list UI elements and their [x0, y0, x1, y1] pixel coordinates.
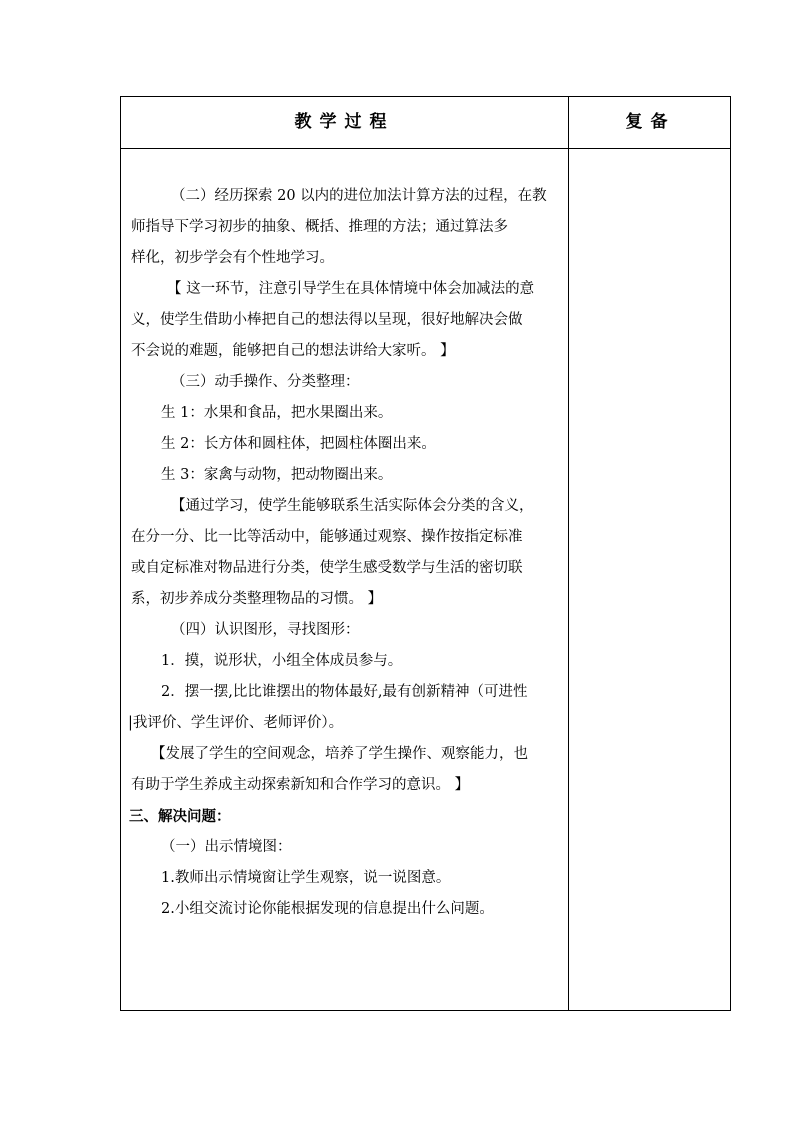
- teaching-content: [128, 181, 565, 925]
- content-line: 有助于学生养成主动探索新知和合作学习的意识。 】: [131, 777, 470, 793]
- content-line: 师指导下学习初步的抽象、概括、推理的方法；通过算法多: [131, 219, 508, 235]
- content-line: （一）出示情境图：: [161, 839, 292, 855]
- content-line: 不会说的难题，能够把自己的想法讲给大家听。 】: [131, 343, 455, 359]
- content-line: （三）动手操作、分类整理：: [171, 374, 360, 390]
- content-line: 义，使学生借助小棒把自己的想法得以呈现，很好地解决会做: [131, 312, 523, 328]
- column-divider: [568, 97, 569, 1010]
- content-line: 2．摆一摆,比比谁摆出的物体最好,最有创新精神（可进性: [161, 684, 528, 700]
- content-line: |我评价、学生评价、老师评价）。: [128, 715, 344, 731]
- lesson-table: [120, 96, 731, 1011]
- header-teaching-process: 教学过程: [294, 112, 395, 132]
- content-line: （四）认识图形，寻找图形：: [171, 622, 360, 638]
- content-line: 系，初步养成分类整理物品的习惯。 】: [131, 591, 383, 607]
- content-line: 【发展了学生的空间观念，培养了学生操作、观察能力，也: [151, 746, 528, 762]
- content-line: 1．摸，说形状，小组全体成员参与。: [161, 653, 403, 669]
- content-line: 1.教师出示情境窗让学生观察，说一说图意。: [161, 870, 451, 886]
- content-line: 生 1：水果和食品，把水果圈出来。: [161, 405, 393, 421]
- header-divider: [121, 148, 730, 149]
- header-review: 复备: [625, 112, 676, 132]
- content-line: 样化，初步学会有个性地学习。: [131, 250, 334, 266]
- content-line: 在分一分、比一比等活动中，能够通过观察、操作按指定标准: [131, 529, 523, 545]
- content-line: 【通过学习，使学生能够联系生活实际体会分类的含义，: [171, 498, 534, 514]
- content-line: 生 3：家禽与动物，把动物圈出来。: [161, 467, 393, 483]
- content-line: 【 这一环节，注意引导学生在具体情境中体会加减法的意: [167, 281, 535, 297]
- content-line: 2.小组交流讨论你能根据发现的信息提出什么问题。: [161, 901, 494, 917]
- content-line: 三、解决问题：: [129, 808, 231, 825]
- content-line: （二）经历探索 20 以内的进位加法计算方法的过程，在教: [171, 188, 547, 204]
- content-line: 生 2：长方体和圆柱体，把圆柱体圈出来。: [161, 436, 436, 452]
- content-line: 或自定标准对物品进行分类，使学生感受数学与生活的密切联: [131, 560, 523, 576]
